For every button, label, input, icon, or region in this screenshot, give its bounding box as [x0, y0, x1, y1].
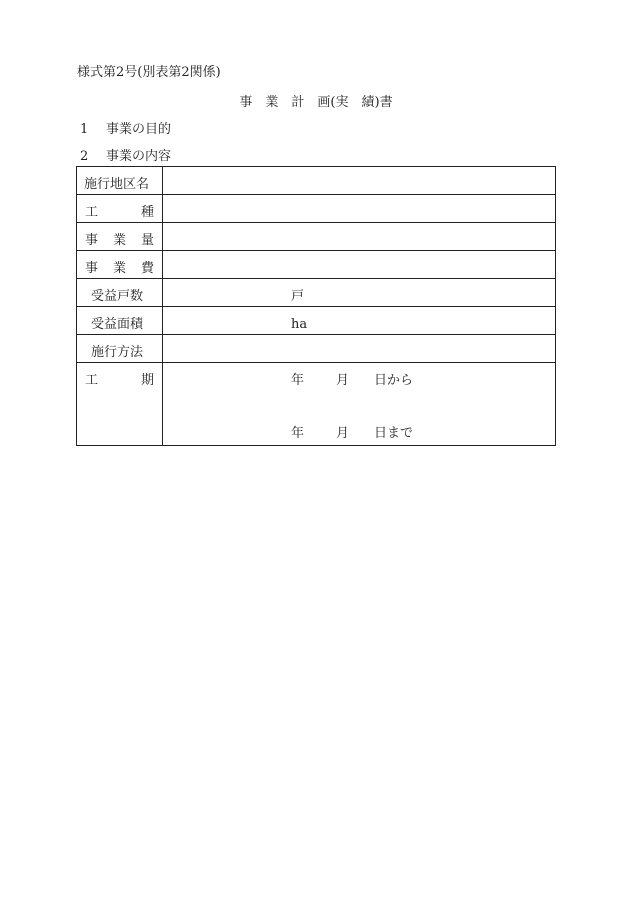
households-field[interactable]	[163, 279, 556, 307]
quantity-label: 事 業 量	[85, 233, 154, 248]
area-field[interactable]	[163, 307, 556, 335]
label-cell	[77, 307, 163, 335]
work-type-field[interactable]	[163, 195, 556, 223]
section-purpose	[80, 123, 171, 136]
form-number: 様式第2号(別表第2関係)	[77, 65, 221, 80]
table-row-period	[77, 363, 556, 446]
households-label: 受益戸数	[91, 289, 144, 304]
section-content	[80, 150, 171, 163]
method-label: 施行方法	[91, 345, 144, 360]
table-row-cost	[77, 251, 556, 279]
cost-label: 事 業 費	[85, 261, 154, 276]
table-row-quantity	[77, 223, 556, 251]
label-cell	[77, 223, 163, 251]
area-label: 受益面積	[91, 317, 144, 332]
section-number: 1	[80, 122, 89, 137]
work-type-label: 工 種	[85, 205, 154, 220]
project-content-table	[76, 166, 556, 446]
area-name-label: 施行地区名	[84, 177, 150, 192]
area-name-field[interactable]	[163, 167, 556, 195]
period-field[interactable]	[163, 363, 556, 446]
method-field[interactable]	[163, 335, 556, 363]
table-row-area	[77, 307, 556, 335]
households-unit: 戸	[291, 289, 305, 304]
table-row-method	[77, 335, 556, 363]
document-title: 事 業 計 画(実 績)書	[239, 95, 393, 110]
period-to: 年 月 日まで	[291, 426, 414, 441]
label-cell	[77, 251, 163, 279]
label-cell	[77, 195, 163, 223]
section-label: 事業の内容	[106, 149, 172, 164]
section-number: 2	[80, 149, 89, 164]
quantity-field[interactable]	[163, 223, 556, 251]
label-cell	[77, 167, 163, 195]
label-cell	[77, 279, 163, 307]
area-unit: ha	[291, 317, 308, 332]
section-label: 事業の目的	[106, 122, 172, 137]
period-from: 年 月 日から	[291, 373, 414, 388]
label-cell	[77, 335, 163, 363]
label-cell	[77, 363, 163, 446]
period-label: 工 期	[85, 373, 154, 388]
table-row-area-name	[77, 167, 556, 195]
table-row-work-type	[77, 195, 556, 223]
table-row-households	[77, 279, 556, 307]
cost-field[interactable]	[163, 251, 556, 279]
